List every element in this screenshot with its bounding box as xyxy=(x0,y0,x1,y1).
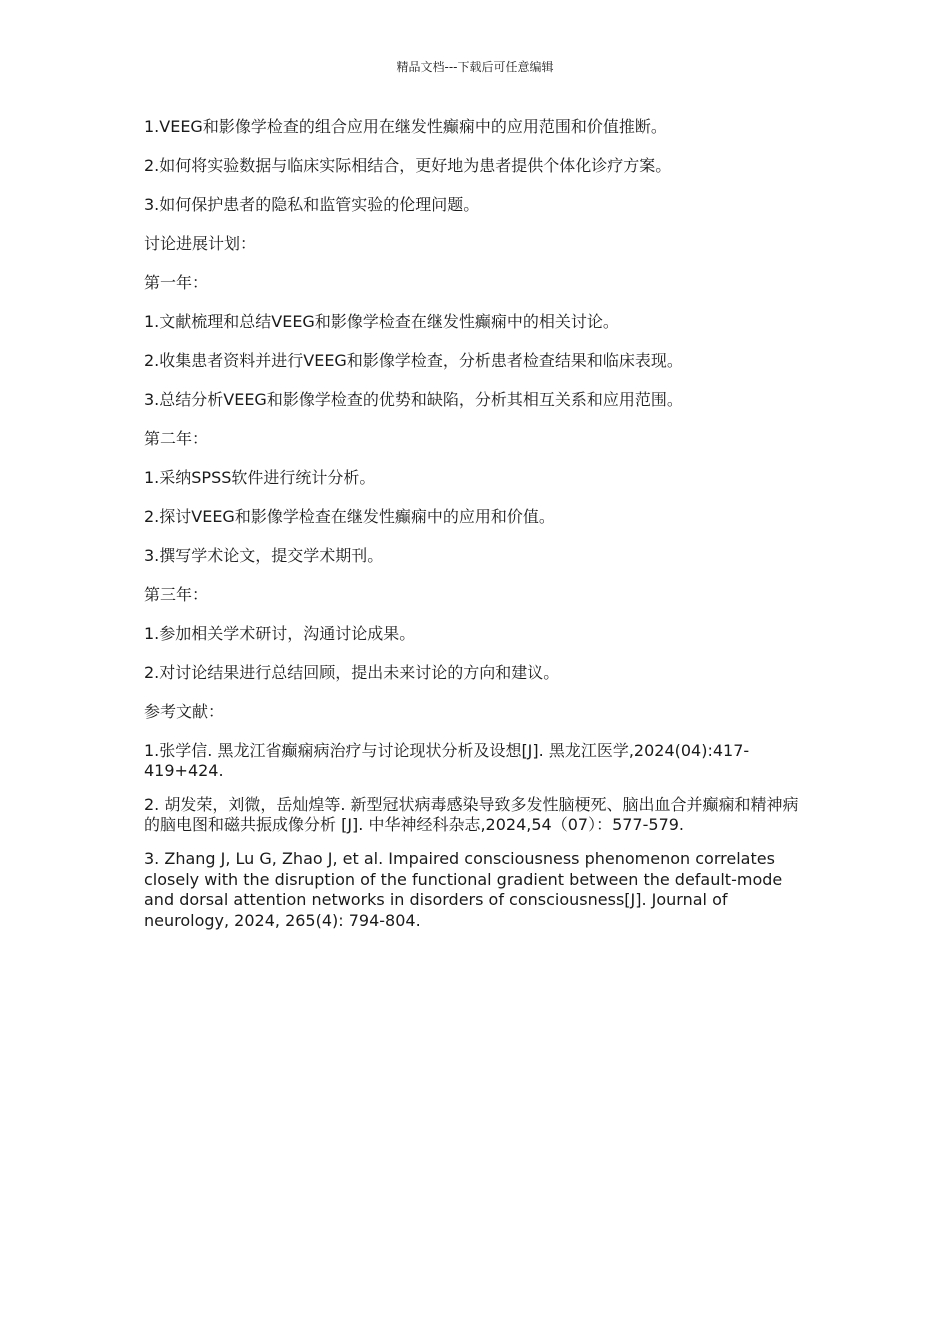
paragraph: 2.探讨VEEG和影像学检查在继发性癫痫中的应用和价值。 xyxy=(144,507,555,526)
paragraph: 3.如何保护患者的隐私和监管实验的伦理问题。 xyxy=(144,195,480,214)
reference-item: 1.张学信. 黑龙江省癫痫病治疗与讨论现状分析及设想[J]. 黑龙江医学,2024(04):417-419+424. xyxy=(144,741,750,780)
year-heading: 第三年： xyxy=(144,585,209,604)
year-heading: 第一年： xyxy=(144,273,209,292)
paragraph: 1.文献梳理和总结VEEG和影像学检查在继发性癫痫中的相关讨论。 xyxy=(144,312,619,331)
reference-item: 3. Zhang J, Lu G, Zhao J, et al. Impaired consciousness phenomenon correlates closely with the disruption of the functional gradient between the default-mode and dorsal attention networks in disorders of consciousness[J]. Journal of neurology, 2024, 265(4): 794-804. xyxy=(144,849,783,930)
paragraph: 2.对讨论结果进行总结回顾，提出未来讨论的方向和建议。 xyxy=(144,663,560,682)
document-body xyxy=(144,117,804,945)
section-heading: 讨论进展计划： xyxy=(144,234,257,253)
paragraph: 3.总结分析VEEG和影像学检查的优势和缺陷，分析其相互关系和应用范围。 xyxy=(144,390,683,409)
paragraph: 2.如何将实验数据与临床实际相结合，更好地为患者提供个体化诊疗方案。 xyxy=(144,156,672,175)
paragraph: 1.采纳SPSS软件进行统计分析。 xyxy=(144,468,376,487)
paragraph: 3.撰写学术论文，提交学术期刊。 xyxy=(144,546,384,565)
reference-item: 2. 胡发荣，刘微，岳灿煌等. 新型冠状病毒感染导致多发性脑梗死、脑出血合并癫痫和精神病的脑电图和磁共振成像分析 [J]. 中华神经科杂志,2024,54（07）：577-579. xyxy=(144,795,799,834)
paragraph: 1.VEEG和影像学检查的组合应用在继发性癫痫中的应用范围和价值推断。 xyxy=(144,117,667,136)
references-heading: 参考文献： xyxy=(144,702,225,721)
page-header: 精品文档---下载后可任意编辑 xyxy=(396,60,554,74)
paragraph: 2.收集患者资料并进行VEEG和影像学检查，分析患者检查结果和临床表现。 xyxy=(144,351,683,370)
paragraph: 1.参加相关学术研讨，沟通讨论成果。 xyxy=(144,624,416,643)
year-heading: 第二年： xyxy=(144,429,209,448)
